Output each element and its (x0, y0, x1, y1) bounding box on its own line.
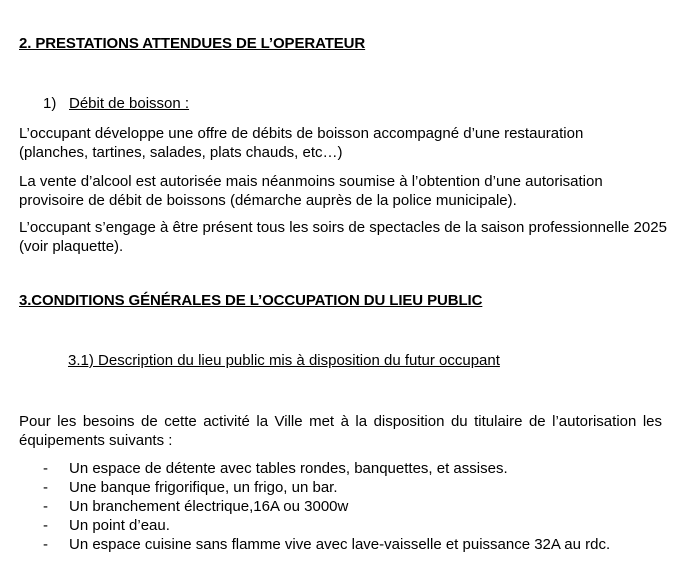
list-dash: - (43, 536, 48, 553)
section-3-title: 3.CONDITIONS GÉNÉRALES DE L’OCCUPATION DU LIEU PUBLIC (19, 292, 483, 309)
subsection-debit-boisson (43, 95, 189, 112)
list-item-text: Un espace cuisine sans flamme vive avec lave-vaisselle et puissance 32A au rdc. (69, 536, 611, 553)
list-item (19, 478, 679, 497)
list-item-text: Un espace de détente avec tables rondes, banquettes, et assises. (69, 460, 508, 477)
subsection-label: Débit de boisson : (69, 95, 190, 112)
list-dash: - (43, 498, 48, 515)
subsection-number: 1) (43, 95, 57, 112)
paragraph-besoins: Pour les besoins de cette activité la Ville met à la disposition du titulaire de l’autorisation les équipements suivants : (19, 413, 662, 449)
list-dash: - (43, 517, 48, 534)
list-dash: - (43, 460, 48, 477)
list-item-text: Une banque frigorifique, un frigo, un bar. (69, 479, 338, 496)
list-item (19, 459, 679, 478)
equipment-list (19, 459, 679, 554)
subsection-3-1-label: 3.1) Description du lieu public mis à disposition du futur occupant (68, 352, 500, 369)
list-item (19, 516, 679, 535)
section-2-title: 2. PRESTATIONS ATTENDUES DE L’OPERATEUR (19, 35, 366, 52)
paragraph-engagement: L’occupant s’engage à être présent tous les soirs de spectacles de la saison professionnelle 2025 (voir plaquette). (19, 219, 667, 255)
list-item-text: Un point d’eau. (69, 517, 170, 534)
paragraph-offre: L’occupant développe une offre de débits de boisson accompagné d’une restauration (planches, tartines, salades, plats chauds, etc…) (19, 125, 584, 161)
list-item (19, 535, 679, 554)
paragraph-vente-alcool: La vente d’alcool est autorisée mais néanmoins soumise à l’obtention d’une autorisation provisoire de débit de boissons (démarche auprès de la police municipale). (19, 173, 603, 209)
list-dash: - (43, 479, 48, 496)
list-item (19, 497, 679, 516)
list-item-text: Un branchement électrique,16A ou 3000w (69, 498, 349, 515)
